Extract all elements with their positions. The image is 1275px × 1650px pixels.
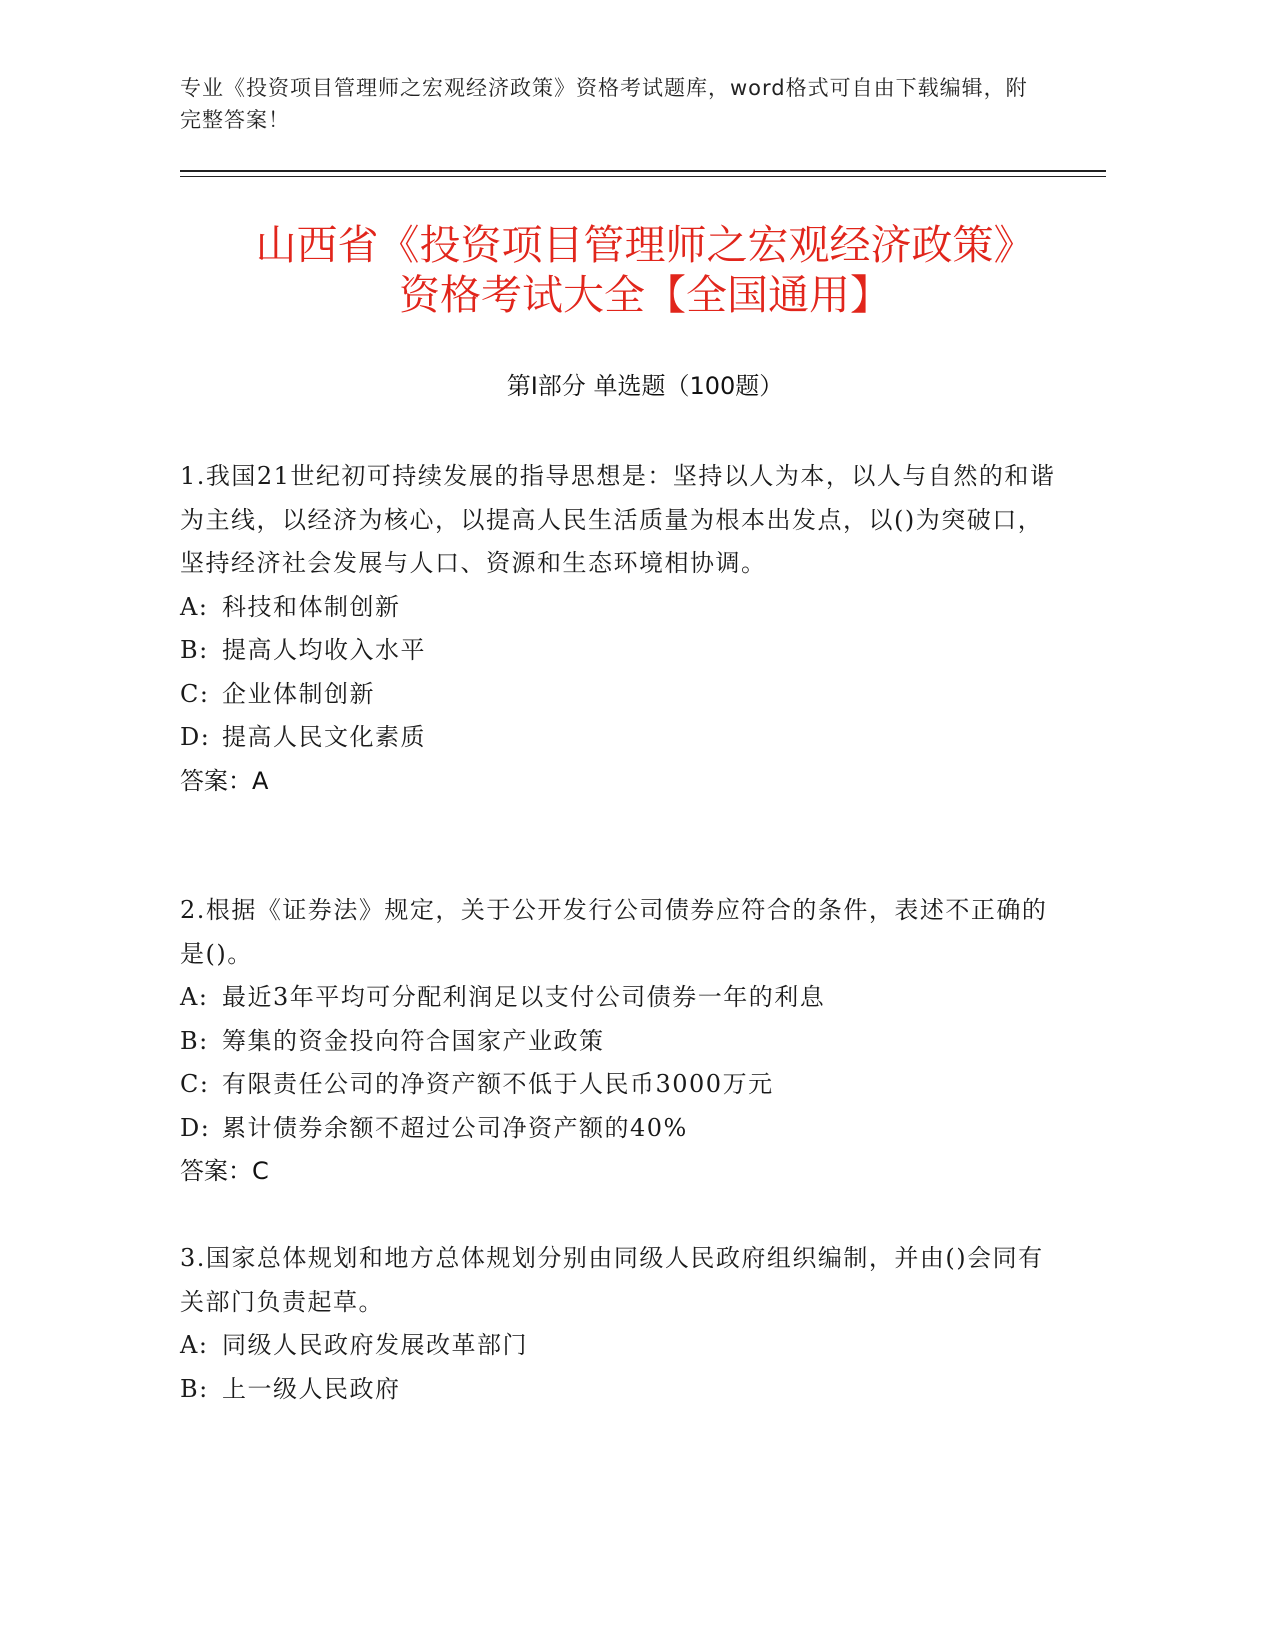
option-a	[180, 976, 1060, 1020]
option-text: 上一级人民政府	[222, 1374, 401, 1403]
option-a	[180, 586, 1060, 630]
question-stem: 1.我国21世纪初可持续发展的指导思想是：坚持以人为本，以人与自然的和谐为主线，以经济为核心，以提高人民生活质量为根本出发点，以()为突破口，坚持经济社会发展与人口、资源和生态环境相协调。	[180, 462, 1056, 577]
section-heading: 第Ⅰ部分 单选题（100题）	[506, 372, 784, 400]
option-letter: B:	[180, 1026, 209, 1055]
option-a	[180, 1324, 1060, 1368]
option-text: 科技和体制创新	[222, 592, 401, 621]
option-b	[180, 629, 1060, 673]
option-text: 有限责任公司的净资产额不低于人民币3000万元	[222, 1070, 774, 1098]
header-divider-thick	[180, 170, 1106, 172]
option-letter: B:	[180, 636, 209, 664]
option-d	[180, 1107, 1060, 1151]
option-c	[180, 1063, 1060, 1107]
question-1	[180, 455, 1060, 803]
option-b	[180, 1020, 1060, 1064]
option-text: 最近3年平均可分配利润足以支付公司债券一年的利息	[222, 983, 826, 1011]
option-letter: A:	[180, 592, 209, 621]
title-line-2: 资格考试大全【全国通用】	[399, 271, 891, 319]
option-b	[180, 1368, 1060, 1412]
question-2	[180, 889, 1060, 1194]
answer: 答案：C	[180, 1157, 269, 1185]
header-note: 专业《投资项目管理师之宏观经济政策》资格考试题库，word格式可自由下载编辑，附完整答案！	[180, 76, 1028, 132]
option-text: 同级人民政府发展改革部门	[222, 1331, 528, 1359]
option-text: 提高人均收入水平	[222, 636, 426, 664]
option-letter: D:	[180, 723, 211, 751]
document-title	[150, 220, 1140, 320]
option-letter: B:	[180, 1374, 209, 1403]
option-text: 提高人民文化素质	[222, 723, 426, 751]
option-letter: D:	[180, 1113, 211, 1142]
answer: 答案：A	[180, 766, 269, 795]
question-stem: 2.根据《证券法》规定，关于公开发行公司债券应符合的条件，表述不正确的是()。	[180, 896, 1048, 968]
option-letter: A:	[180, 983, 209, 1011]
question-stem: 3.国家总体规划和地方总体规划分别由同级人民政府组织编制，并由()会同有关部门负责起草。	[180, 1244, 1044, 1316]
option-text: 企业体制创新	[222, 679, 375, 708]
header-divider-thin	[180, 176, 1106, 177]
question-3	[180, 1237, 1060, 1411]
option-d	[180, 716, 1060, 760]
option-c	[180, 673, 1060, 717]
option-letter: C:	[180, 679, 210, 708]
option-text: 筹集的资金投向符合国家产业政策	[222, 1026, 605, 1055]
option-text: 累计债券余额不超过公司净资产额的40%	[222, 1113, 688, 1142]
option-letter: A:	[180, 1331, 209, 1359]
title-line-1: 山西省《投资项目管理师之宏观经济政策》	[255, 221, 1035, 269]
option-letter: C:	[180, 1070, 210, 1098]
